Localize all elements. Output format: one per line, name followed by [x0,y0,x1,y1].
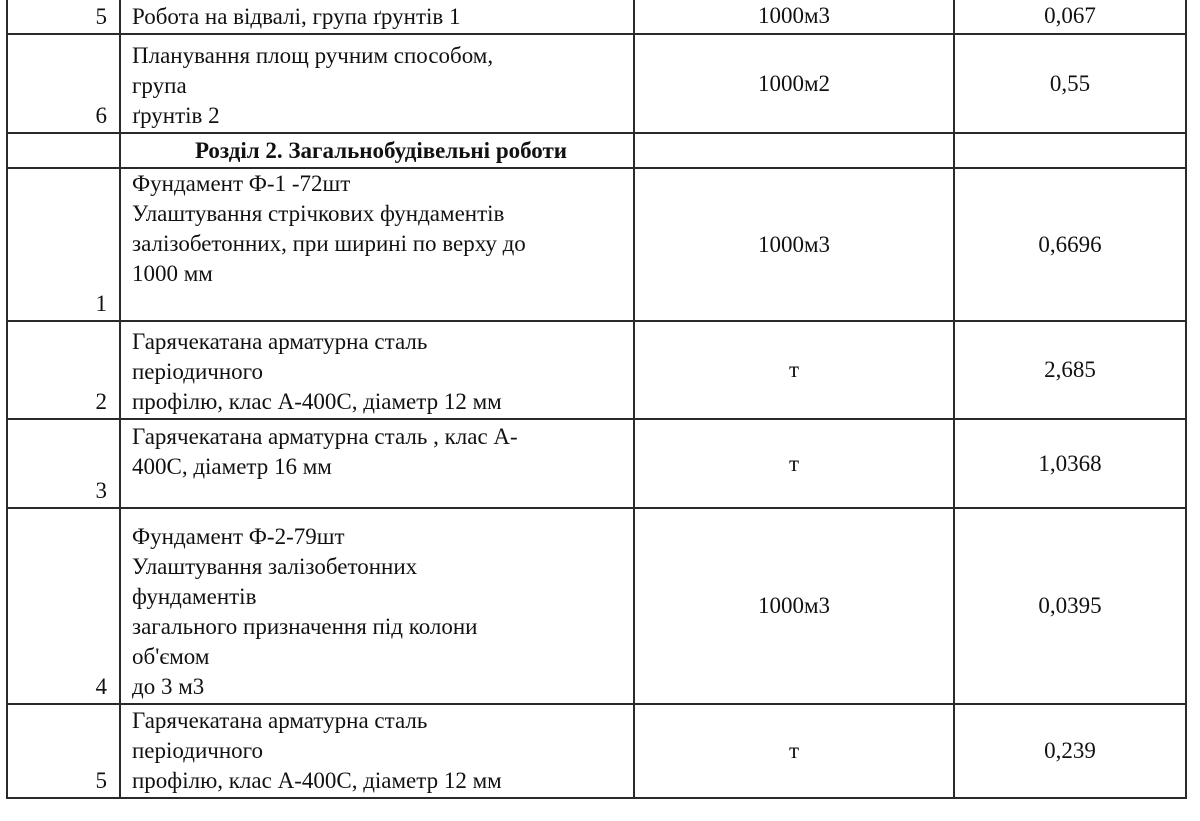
description-line: профілю, клас А-400С, діаметр 12 мм [132,389,502,414]
work-description [120,0,634,34]
description-line: фундаментів [132,584,257,609]
quantity: 0,55 [954,34,1186,133]
bill-of-quantities-table [6,0,1187,799]
quantity: 0,6696 [954,168,1186,321]
work-description [120,508,634,704]
table-row [7,704,1186,798]
description-line: Гарячекатана арматурна сталь [132,329,428,354]
description-line: Фундамент Ф-2-79шт [132,524,345,549]
description-line: періодичного [132,359,263,384]
row-number-empty [7,133,120,168]
row-number: 5 [7,0,120,34]
description-line: профілю, клас А-400С, діаметр 12 мм [132,768,502,793]
quantity: 2,685 [954,321,1186,419]
description-line [132,289,627,319]
description-line: Улаштування залізобетонних [132,554,418,579]
description-line: Улаштування стрічкових фундаментів [132,201,505,226]
work-description [120,168,634,321]
description-line: залізобетонних, при ширині по верху до [132,231,526,256]
unit-of-measure: 1000м2 [634,34,954,133]
table-row [7,508,1186,704]
unit-of-measure: т [634,419,954,508]
description-line: Робота на відвалі, група ґрунтів 1 [132,4,461,29]
description-line [132,482,627,506]
row-number: 1 [7,168,120,321]
table-row [7,0,1186,34]
description-line: ґрунтів 2 [132,103,220,128]
description-line: група [132,73,187,98]
description-line: до 3 м3 [132,674,205,699]
quantity: 1,0368 [954,419,1186,508]
unit-of-measure: 1000м3 [634,168,954,321]
description-line: Гарячекатана арматурна сталь , клас А- [132,424,518,449]
unit-of-measure-empty [634,133,954,168]
quantity: 0,0395 [954,508,1186,704]
unit-of-measure: 1000м3 [634,0,954,34]
work-description [120,321,634,419]
unit-of-measure: т [634,704,954,798]
description-line: періодичного [132,738,263,763]
unit-of-measure: 1000м3 [634,508,954,704]
description-line: Фундамент Ф-1 -72шт [132,171,351,196]
section-title: Розділ 2. Загальнобудівельні роботи [120,133,634,168]
quantity-empty [954,133,1186,168]
quantity: 0,239 [954,704,1186,798]
description-line: 400С, діаметр 16 мм [132,454,332,479]
work-description [120,34,634,133]
row-number: 3 [7,419,120,508]
description-line: Планування площ ручним способом, [132,43,494,68]
description-line: 1000 мм [132,261,213,286]
unit-of-measure: т [634,321,954,419]
section-header-row [7,133,1186,168]
table-row [7,34,1186,133]
row-number: 4 [7,508,120,704]
work-description [120,419,634,508]
row-number: 2 [7,321,120,419]
quantity: 0,067 [954,0,1186,34]
description-line: Гарячекатана арматурна сталь [132,708,428,733]
row-number: 6 [7,34,120,133]
description-line: загального призначення під колони [132,614,478,639]
table-row [7,419,1186,508]
table-row [7,168,1186,321]
row-number: 5 [7,704,120,798]
description-line: об'ємом [132,644,210,669]
table-body [7,0,1186,798]
table-row [7,321,1186,419]
work-description [120,704,634,798]
